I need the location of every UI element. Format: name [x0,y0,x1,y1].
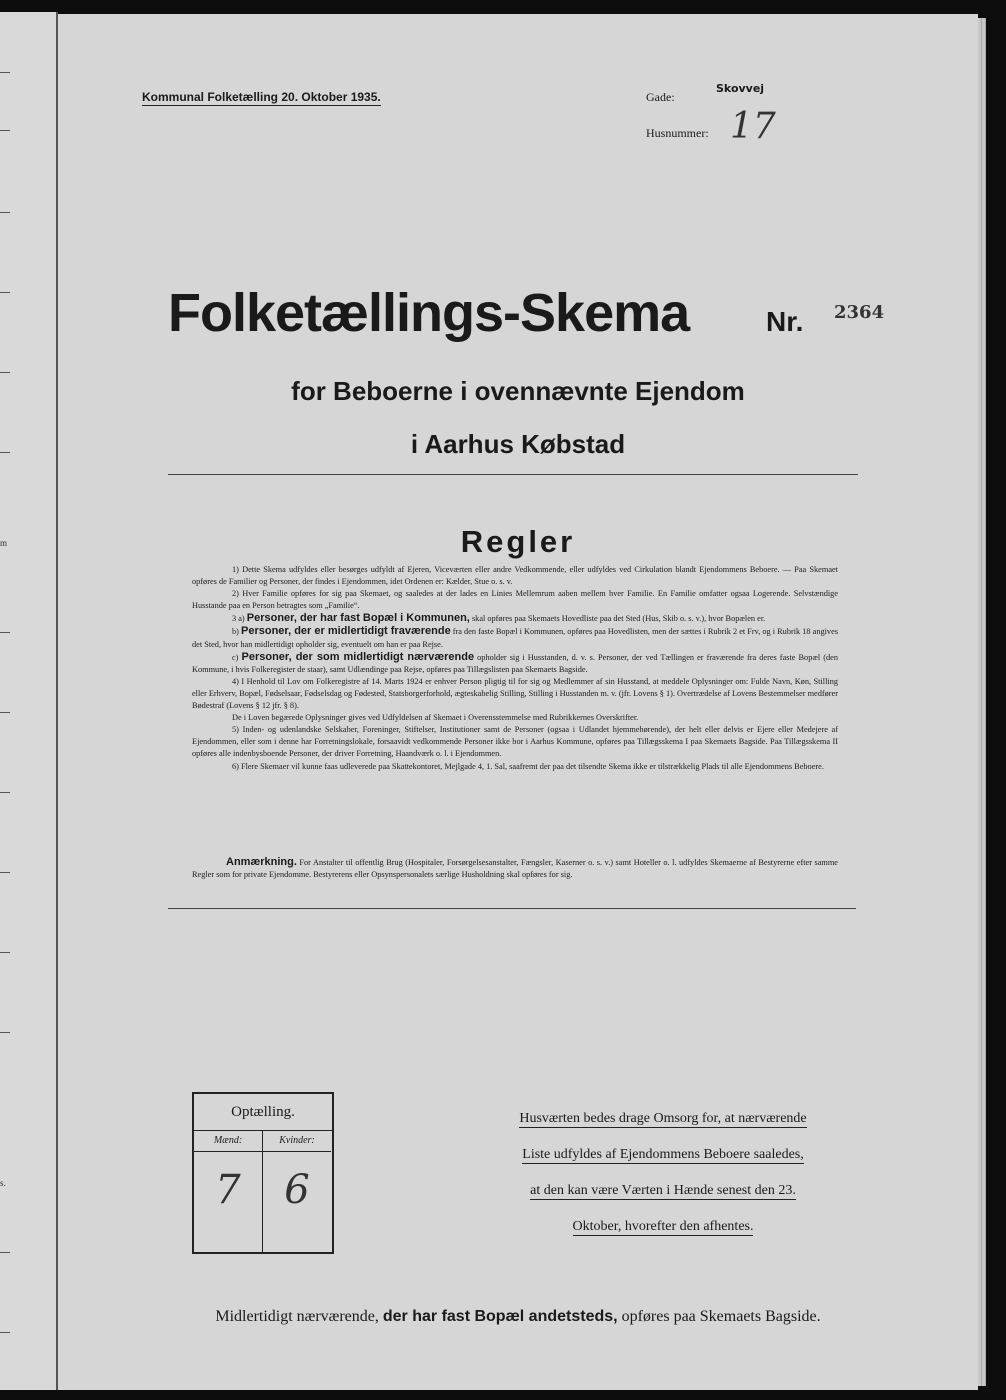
gade-label: Gade: [646,90,675,104]
form-subtitle-city: i Aarhus Købstad [410,429,626,459]
footer-note: Midlertidigt nærværende, der har fast Bopæl andetsteds, opføres paa Skemaets Bagside. [215,1308,821,1325]
notice-line: at den kan være Værten i Hænde senest den 23. [530,1183,796,1198]
remark-paragraph [192,856,838,881]
form-number: 2364 [834,302,885,323]
left-page-fragment: s. [0,1178,6,1188]
women-label: Kvinder: [263,1131,331,1152]
husnummer-value: 17 [730,106,776,147]
rule-4: 4) I Henhold til Lov om Folkeregistre af 14. Marts 1924 er enhver Person pligtig til for sig og Medlemmer af sin Husstand, at meddele Oplysninger om: Fulde Navn, Køn, Stilling eller Erhverv, Bopæl, Fødselsaar, Fødselsdag og Fødested, Statsborgerforhold, ægteskabelig Stilling, Stilling i Husstanden m. v. (jfr. Lovens § 1). Overtrædelse af Lovens Bestemmelser medfører Bødestraf (Lovens § 12 jfr. § 8). [192,676,838,711]
notice-line: Husværten bedes drage Omsorg for, at nærværende [519,1111,807,1126]
left-page-rule [0,792,10,793]
men-label: Mænd: [194,1131,262,1152]
men-cell [194,1131,263,1252]
left-page-rule [0,872,10,873]
form-subtitle: for Beboerne i ovennævnte Ejendom [291,376,745,406]
left-page-rule [0,72,10,73]
count-box [192,1092,334,1254]
landlord-notice [488,1111,838,1255]
left-page-rule [0,1332,10,1333]
rule-2: 2) Hver Familie opføres for sig paa Skemaet, og saaledes at der lades en Linies Mellemrum aaben mellem hver Familie. En Familie omfatter ogsaa Logerende. Selvstændige Husstande paa en Person betragtes som „Familie“. [192,589,838,611]
remark-lead: Anmærkning. [226,856,297,868]
count-title: Optælling. [194,1094,332,1131]
form-title: Folketællings-Skema [168,283,690,343]
left-page-rule [0,712,10,713]
left-page-rule [0,212,10,213]
left-page-rule [0,1252,10,1253]
rule-4-note: De i Loven begærede Oplysninger gives ved Udfyldelsen af Skemaet i Overensstemmelse med Rubrikkernes Overskrifter. [232,713,639,723]
rule-3a: 3 a) Personer, der har fast Bopæl i Kommunen, skal opføres paa Skemaets Hovedliste paa det Sted (Hus, Skib o. s. v.), hvor Bopælen er. [232,612,766,625]
left-page-rule [0,292,10,293]
rule-5: 5) Inden- og udenlandske Selskaber, Foreninger, Stiftelser, Institutioner samt de Personer (ogsaa i Udlandet hjemmehørende), der helt eller delvis er Ejere eller Medejere af Ejendommen, eller som i denne har Forretningslokale, forsaavidt vedkommende Personer ikke bor i Aarhus Kommune, opføres paa Tillægsskema I paa Skemaets Bagside. Paa Tillægsskema II opføres alle indenbysboende Personer, der driver Forretning, Haandværk o. l. i Ejendommen. [192,725,838,759]
remark-text: For Anstalter til offentlig Brug (Hospitaler, Forsørgelsesanstalter, Fængsler, Kaserner o. s. v.) samt Hoteller o. l. udfyldes Skemaerne af Bestyrerne efter samme Regler som for private Ejendomme. Bestyrerens eller Opsynspersonalets særlige Husholdning skal opføres for sig. [192,858,838,880]
rule-3b: b) Personer, der er midlertidigt fraværende fra den faste Bopæl i Kommunen, opføres paa Hovedlisten, men der sættes i Rubrik 2 et Frv, og i Rubrik 18 angives det Sted, hvor han midlertidigt opholder sig, eventuelt om han er paa Rejse. [192,625,838,649]
rule-3c: c) Personer, der som midlertidigt nærværende opholder sig i Husstanden, d. v. s. Personer, der ved Tællingen er fraværende fra deres faste Bopæl (den Kommune, i hvis Folkeregister de staar), samt Udlændinge paa Rejse, opføres paa Tillægslisten paa Skemaets Bagside. [192,650,838,674]
form-nr-label: Nr. [766,306,804,337]
notice-line: Oktober, hvorefter den afhentes. [572,1219,754,1234]
rule-6: 6) Flere Skemaer vil kunne faas udleverede paa Skattekontoret, Mejlgade 4, 1. Sal, saafremt der paa det tilsendte Skema ikke er tilstrækkelig Plads til alle Ejendommens Beboere. [232,761,824,771]
left-page-rule [0,632,10,633]
divider-line [168,474,858,475]
left-page-rule [0,452,10,453]
left-page-rule [0,130,10,131]
husnummer-label: Husnummer: [646,126,709,140]
left-page-rule [0,1032,10,1033]
census-form-page [58,14,978,1390]
rules-body [192,564,838,773]
divider-line [168,908,856,909]
left-page-rule [0,372,10,373]
gade-value: Skovvej [716,82,765,95]
rule-1: 1) Dette Skema udfyldes eller besørges udfyldt af Ejeren, Viceværten eller andre Vedkommende, eller udfyldes ved Cirkulation blandt Ejendommens Beboere. — Paa Skemaet opføres de Familier og Personer, der findes i Ejendommen, idet Ordenen er: Kælder, Stue o. s. v. [192,565,838,587]
notice-line: Liste udfyldes af Ejendommens Beboere saaledes, [522,1147,804,1162]
rules-heading: Regler [460,524,576,559]
census-header: Kommunal Folketælling 20. Oktober 1935. [142,90,381,104]
men-count: 7 [215,1167,241,1213]
women-cell [263,1131,331,1252]
left-page-rule [0,952,10,953]
left-page-fragment: m [0,538,8,548]
women-count: 6 [284,1167,310,1213]
previous-page-edge [0,12,58,1390]
